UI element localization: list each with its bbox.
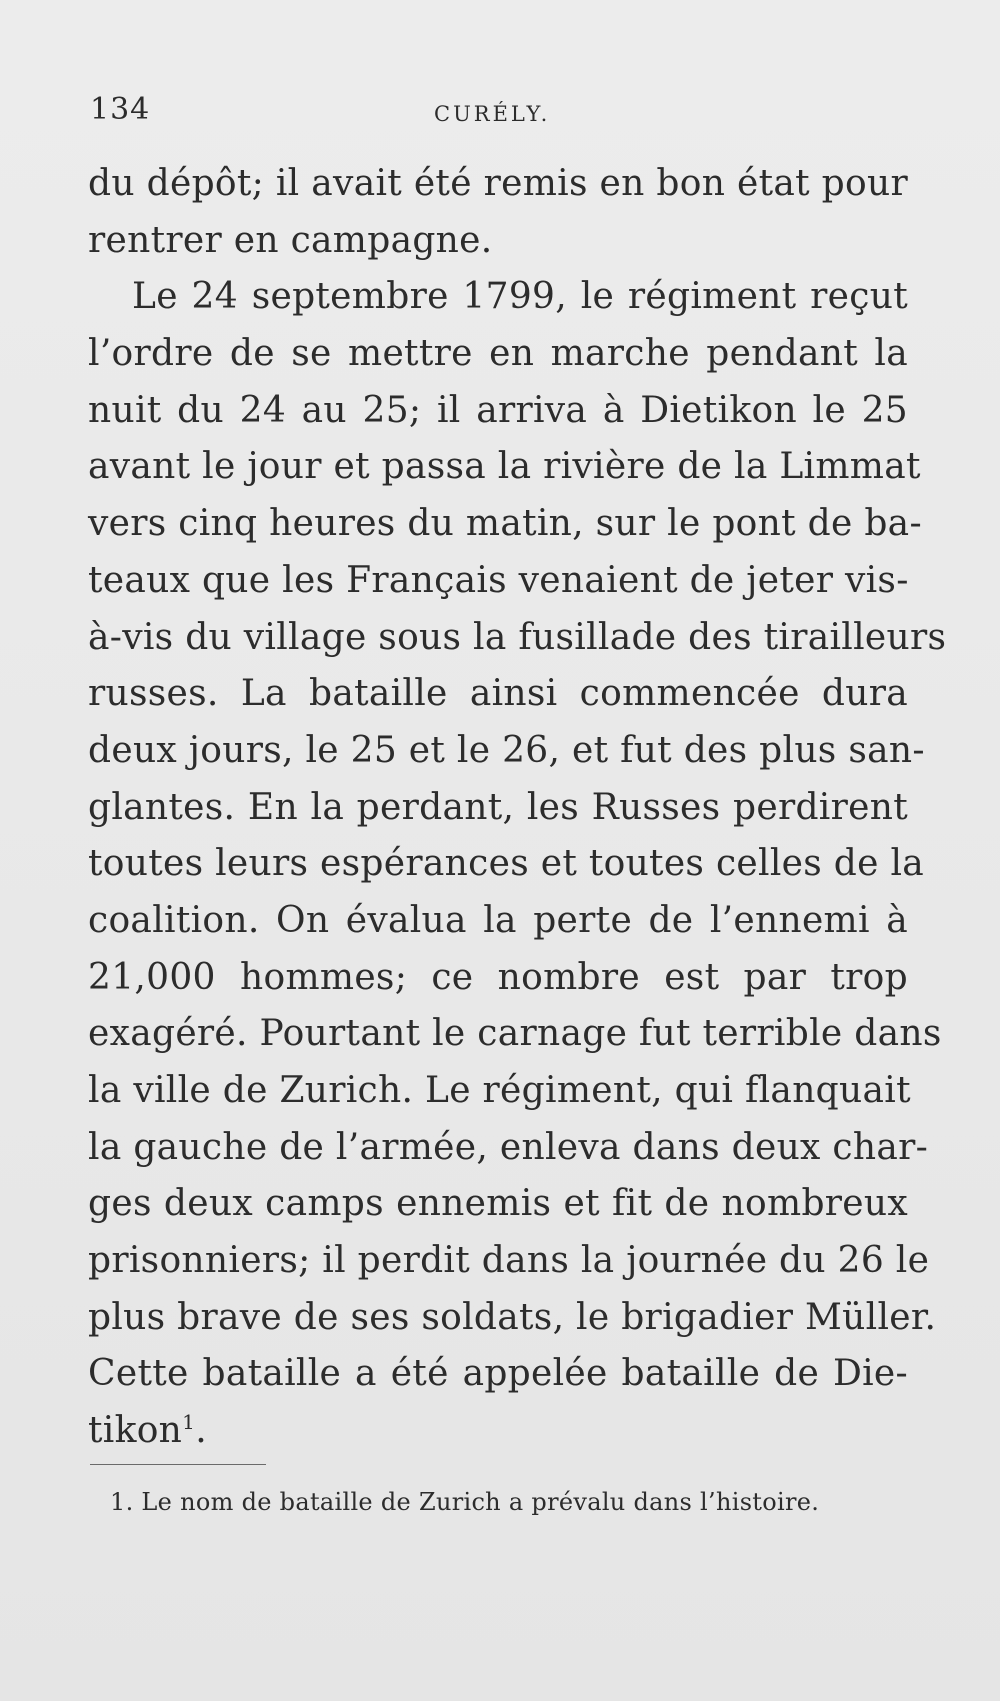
text-line: la gauche de l’armée, enleva dans deux char- [88, 1126, 929, 1168]
text-line: rentrer en campagne. [88, 219, 493, 261]
text-line: ges deux camps ennemis et fit de nombreux [88, 1183, 908, 1225]
text-line: plus brave de ses soldats, le brigadier Müller. [88, 1296, 937, 1338]
text-line: vers cinq heures du matin, sur le pont de ba- [88, 503, 922, 545]
running-title: CURÉLY. [434, 102, 551, 126]
text-line: deux jours, le 25 et le 26, et fut des plus san- [88, 729, 925, 771]
text-line: Le 24 septembre 1799, le régiment reçut [132, 276, 908, 318]
text-line: toutes leurs espérances et toutes celles de la [88, 843, 925, 885]
page-number: 134 [90, 92, 151, 127]
text-line: du dépôt; il avait été remis en bon état pour [88, 163, 908, 204]
text-line: prisonniers; il perdit dans la journée du 26 le [88, 1240, 930, 1282]
text-line-content: tikon [88, 1410, 183, 1452]
running-head [90, 92, 910, 132]
text-line: Cette bataille a été appelée bataille de Die- [88, 1353, 908, 1395]
text-line: nuit du 24 au 25; il arriva à Dietikon le 25 [88, 389, 908, 431]
footnote: 1. Le nom de bataille de Zurich a prévalu dans l’histoire. [110, 1488, 820, 1516]
text-line: teaux que les Français venaient de jeter vis- [88, 559, 909, 601]
text-line: glantes. En la perdant, les Russes perdirent [88, 786, 908, 828]
text-line: exagéré. Pourtant le carnage fut terrible dans [88, 1013, 942, 1055]
text-line: avant le jour et passa la rivière de la Limmat [88, 446, 921, 488]
text-line: coalition. On évalua la perte de l’ennemi à [88, 899, 908, 941]
text-line: l’ordre de se mettre en marche pendant la [88, 333, 908, 375]
text-line: 21,000 hommes; ce nombre est par trop [88, 956, 908, 998]
text-line [88, 1403, 908, 1460]
footnote-divider [90, 1464, 266, 1465]
text-line: russes. La bataille ainsi commencée dura [88, 673, 908, 715]
body-text [88, 156, 947, 1460]
final-punctuation: . [195, 1410, 207, 1452]
text-line: à-vis du village sous la fusillade des tirailleurs [88, 616, 947, 658]
footnote-reference: 1 [182, 1410, 196, 1435]
text-line: la ville de Zurich. Le régiment, qui flanquait [88, 1070, 911, 1111]
